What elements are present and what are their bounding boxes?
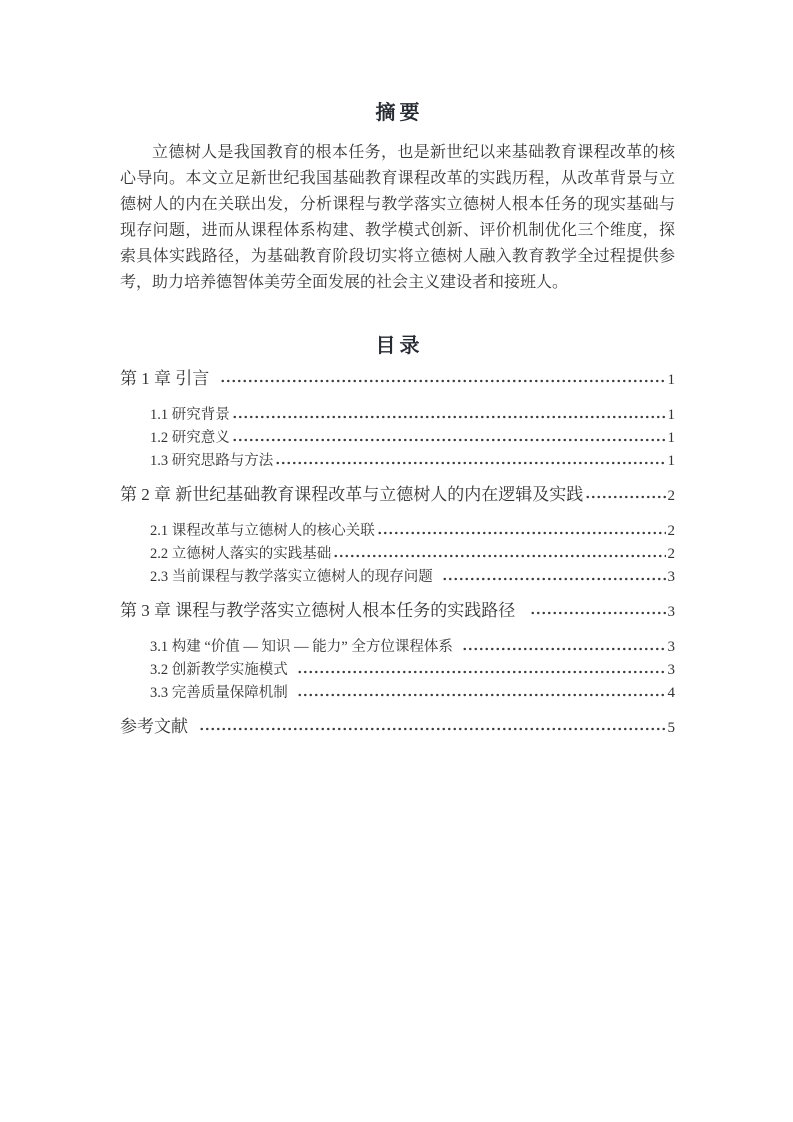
toc-leader-dots xyxy=(530,611,666,615)
toc-page-number: 1 xyxy=(667,430,675,446)
toc-leader-dots xyxy=(377,531,666,535)
toc-entry-label: 1.3 研究思路与方法 xyxy=(150,453,274,469)
toc-page-number: 2 xyxy=(667,546,675,562)
toc-page-number: 3 xyxy=(667,639,675,655)
toc-entry-label: 2.3 当前课程与教学落实立德树人的现存问题 xyxy=(150,569,440,585)
toc-entry-label: 2.2 立德树人落实的实践基础 xyxy=(150,546,332,562)
toc-entry-label: 参考文献 xyxy=(120,717,197,736)
toc-leader-dots xyxy=(462,647,665,651)
toc-leader-dots xyxy=(220,379,666,383)
toc-entry-label: 第 3 章 课程与教学落实立德树人根本任务的实践路径 xyxy=(120,601,528,620)
toc-entry[interactable] xyxy=(120,367,675,392)
toc-entry[interactable] xyxy=(120,682,675,705)
toc-entry[interactable] xyxy=(120,427,675,450)
toc-entry-label: 3.1 构建 “价值 — 知识 — 能力” 全方位课程体系 xyxy=(150,639,461,655)
toc-entry-label: 1.1 研究背景 xyxy=(150,407,230,423)
toc-entry[interactable] xyxy=(120,520,675,543)
toc-entry[interactable] xyxy=(120,566,675,589)
abstract-section xyxy=(120,101,675,296)
abstract-title: 摘要 xyxy=(375,100,424,124)
toc-leader-dots xyxy=(333,554,665,558)
toc-entry[interactable] xyxy=(120,404,675,427)
toc-entry[interactable] xyxy=(120,543,675,566)
toc-leader-dots xyxy=(275,461,665,465)
toc-entry[interactable] xyxy=(120,483,675,508)
toc-leader-dots xyxy=(232,438,666,442)
toc-title: 目录 xyxy=(375,333,424,357)
toc-page-number: 2 xyxy=(667,488,675,504)
toc-page-number: 1 xyxy=(667,407,675,423)
toc-leader-dots xyxy=(297,670,666,674)
toc-entry-label: 2.1 课程改革与立德树人的核心关联 xyxy=(150,523,375,539)
toc-leader-dots xyxy=(297,693,666,697)
toc-entry[interactable] xyxy=(120,636,675,659)
toc-leader-dots xyxy=(585,495,665,499)
toc-entry[interactable] xyxy=(120,715,675,740)
toc-page-number: 3 xyxy=(667,569,675,585)
toc-leader-dots xyxy=(232,415,666,419)
toc-entry[interactable] xyxy=(120,599,675,624)
toc-entry[interactable] xyxy=(120,659,675,682)
toc-entry-label: 1.2 研究意义 xyxy=(150,430,230,446)
toc-entry-label: 第 1 章 引言 xyxy=(120,369,218,388)
toc-page-number: 1 xyxy=(667,453,675,469)
abstract-paragraph: 立德树人是我国教育的根本任务，也是新世纪以来基础教育课程改革的核心导向。本文立足新世纪我国基础教育课程改革的实践历程，从改革背景与立德树人的内在关联出发，分析课程与教学落实立德树人根本任务的现实基础与现存问题，进而从课程体系构建、教学模式创新、评价机制优化三个维度，探索具体实践路径，为基础教育阶段切实将立德树人融入教育教学全过程提供参考，助力培养德智体美劳全面发展的社会主义建设者和接班人。 xyxy=(120,144,675,291)
toc-section xyxy=(120,334,675,740)
toc-page-number: 4 xyxy=(667,685,675,701)
toc-page-number: 5 xyxy=(667,720,675,736)
toc-entry-label: 3.3 完善质量保障机制 xyxy=(150,685,295,701)
toc-page-number: 1 xyxy=(667,372,675,388)
toc-entry-label: 第 2 章 新世纪基础教育课程改革与立德树人的内在逻辑及实践 xyxy=(120,485,584,504)
toc-page-number: 3 xyxy=(667,604,675,620)
toc-leader-dots xyxy=(442,577,666,581)
toc-page-number: 3 xyxy=(667,662,675,678)
toc-entry[interactable] xyxy=(120,450,675,473)
toc-list xyxy=(120,367,675,740)
toc-entry-label: 3.2 创新教学实施模式 xyxy=(150,662,295,678)
toc-leader-dots xyxy=(199,727,666,731)
toc-page-number: 2 xyxy=(667,523,675,539)
